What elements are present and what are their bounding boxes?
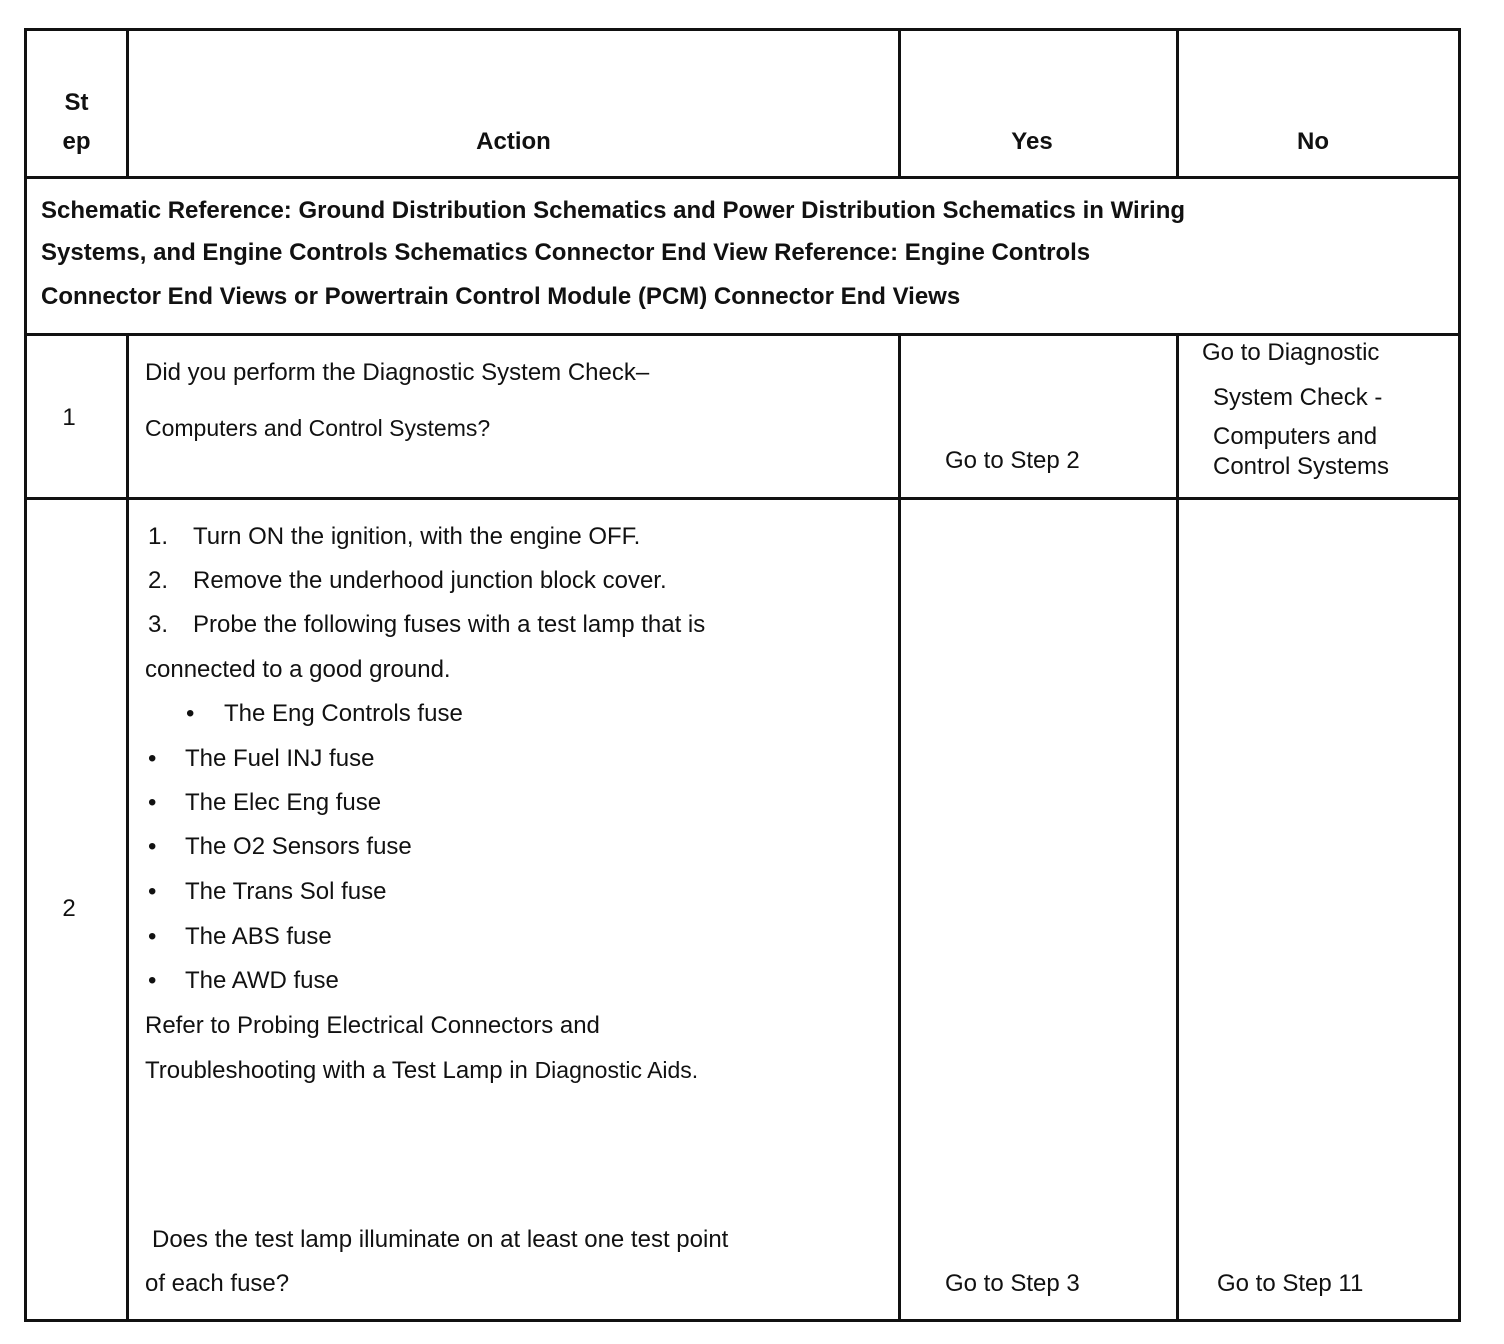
header-no: No <box>1297 128 1329 155</box>
header-yes: Yes <box>1011 128 1053 155</box>
step2-number: 2 <box>62 895 76 922</box>
diagnostic-aids-link[interactable]: Diagnostic Aids. <box>534 1057 699 1083</box>
table-border-top <box>24 28 1461 31</box>
step2-instruction-2-num: 2. <box>148 567 169 594</box>
step1-no-link-line2[interactable]: System Check - <box>1213 384 1383 411</box>
step1-yes-link[interactable]: Go to Step 2 <box>945 447 1080 474</box>
reference-divider <box>24 333 1461 336</box>
fuse-item: The O2 Sensors fuse <box>185 833 412 860</box>
step2-instruction-3-continuation: connected to a good ground. <box>145 656 451 683</box>
step2-instruction-1-num: 1. <box>148 523 169 550</box>
step2-refer-line1: Refer to Probing Electrical Connectors and <box>145 1012 600 1039</box>
fuse-item: The ABS fuse <box>185 923 332 950</box>
step2-instruction-2-text: Remove the underhood junction block cover. <box>193 567 667 594</box>
col-divider-action-body <box>898 333 901 1322</box>
table-border-left <box>24 28 27 1322</box>
step1-divider <box>24 497 1461 500</box>
header-action: Action <box>476 128 551 155</box>
bullet-icon: • <box>148 923 157 950</box>
step2-refer-line2 <box>145 1056 698 1085</box>
bullet-icon: • <box>148 878 157 905</box>
col-divider-step-body <box>126 333 129 1322</box>
step2-no-link[interactable]: Go to Step 11 <box>1217 1270 1364 1297</box>
schematic-reference-line2: Systems, and Engine Controls Schematics Connector End View Reference: Engine Controls <box>41 239 1091 266</box>
schematic-reference-line1: Schematic Reference: Ground Distribution Schematics and Power Distribution Schematics in Wiring <box>41 197 1186 224</box>
fuse-item: The Fuel INJ fuse <box>185 745 375 772</box>
step2-instruction-3-num: 3. <box>148 611 169 638</box>
step2-yes-link[interactable]: Go to Step 3 <box>945 1270 1080 1297</box>
bullet-icon: • <box>148 789 157 816</box>
bullet-icon: • <box>148 967 157 994</box>
header-divider <box>24 176 1461 179</box>
fuse-item: The Eng Controls fuse <box>224 700 463 727</box>
bullet-icon: • <box>186 700 195 727</box>
schematic-reference-line3: Connector End Views or Powertrain Control Module (PCM) Connector End Views <box>41 283 961 310</box>
step2-question-line2: of each fuse? <box>145 1270 290 1297</box>
fuse-item: The AWD fuse <box>185 967 339 994</box>
header-step-line2: ep <box>62 128 91 155</box>
step2-question-line1: Does the test lamp illuminate on at least one test point <box>152 1226 729 1253</box>
step1-no-link-line4[interactable]: Control Systems <box>1213 453 1390 480</box>
step1-action-line1: Did you perform the Diagnostic System Check– <box>145 359 650 386</box>
table-border-right <box>1458 28 1461 1322</box>
col-divider-yes-body <box>1176 333 1179 1322</box>
bullet-icon: • <box>148 745 157 772</box>
table-border-bottom <box>24 1319 1461 1322</box>
step1-no-link-line1[interactable]: Go to Diagnostic <box>1202 339 1380 366</box>
step2-instruction-1-text: Turn ON the ignition, with the engine OFF. <box>193 523 641 550</box>
fuse-item: The Trans Sol fuse <box>185 878 387 905</box>
header-step-line1: St <box>64 89 89 116</box>
step1-number: 1 <box>62 404 76 431</box>
step1-no-link-line3[interactable]: Computers and <box>1213 423 1378 450</box>
step2-instruction-3-text: Probe the following fuses with a test lamp that is <box>193 611 706 638</box>
step2-refer-line2-text: Troubleshooting with a Test Lamp in <box>145 1057 535 1084</box>
step1-action-line2: Computers and Control Systems? <box>145 415 491 441</box>
bullet-icon: • <box>148 833 157 860</box>
fuse-item: The Elec Eng fuse <box>185 789 382 816</box>
